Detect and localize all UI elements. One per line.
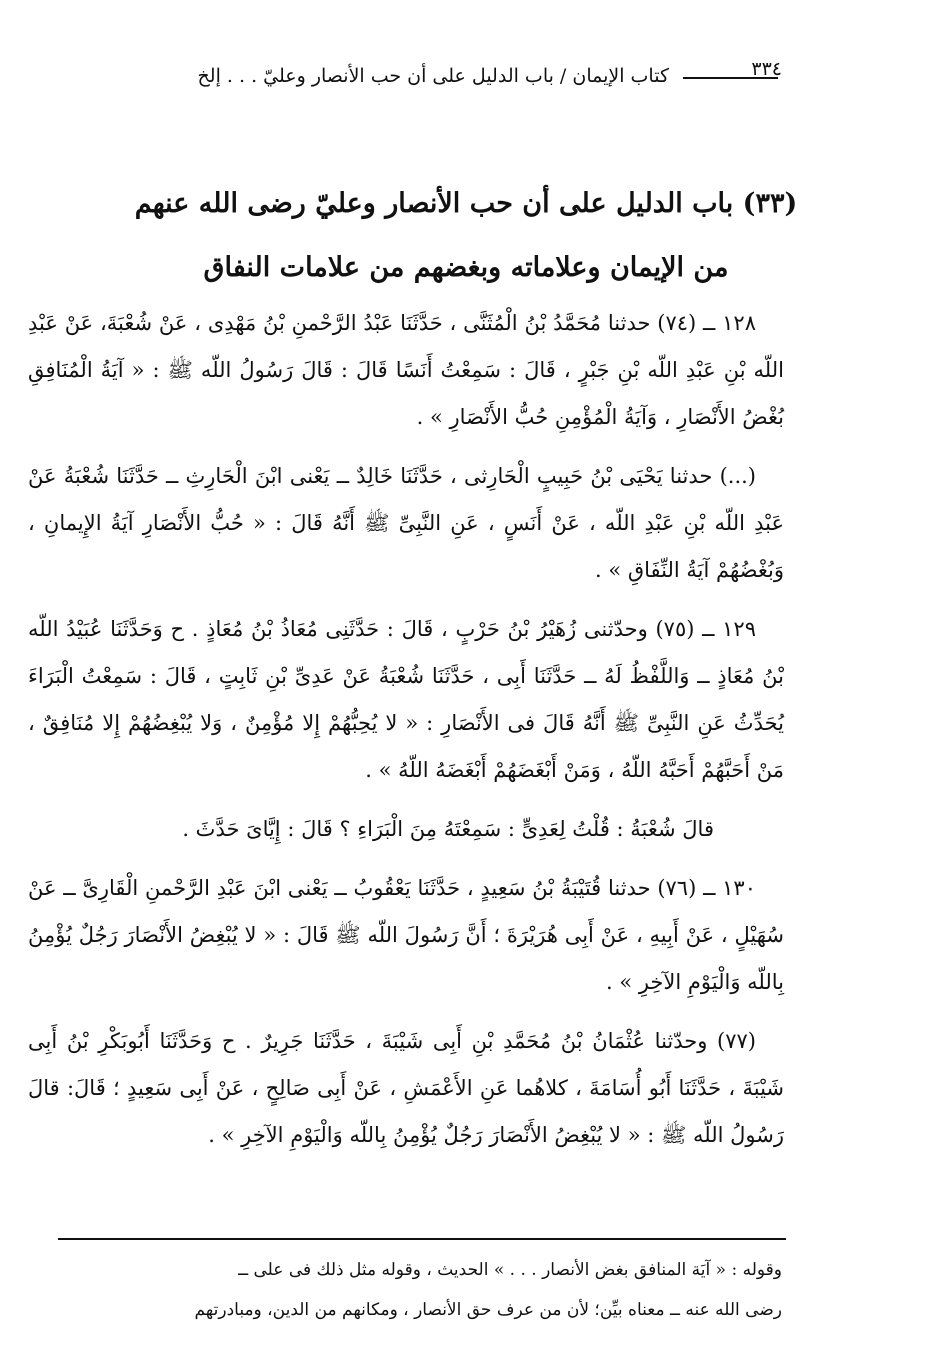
footnote-line-2: رضى الله عنه ــ معناه بيِّن؛ لأن من عرف حق الأنصار ، ومكانهم من الدين، ومبادرتهم	[194, 1300, 782, 1320]
header-rule	[683, 77, 778, 79]
hadith-paragraph-128: ١٢٨ ــ (٧٤) حدثنا مُحَمَّدُ بْنُ الْمُثَنَّى ، حَدَّثَنَا عَبْدُ الرَّحْمنِ بْنُ مَهْدِى ، عَنْ شُعْبَةَ، عَنْ عَبْدِ اللّه بْنِ عَبْدِ اللّه بْنِ جَبْرٍ ، قَالَ : سَمِعْتُ أَنَسًا قَالَ : قَالَ رَسُولُ اللّه ﷺ : « آيَةُ الْمُنَافِقِ بُغْضُ الأَنْصَارِ ، وَآيَةُ الْمُؤْمِنِ حُبُّ الأَنْصَارِ » .	[28, 311, 784, 429]
page-number: ٣٣٤	[751, 58, 782, 80]
hadith-paragraph-shuba: قالَ شُعْبَةُ : قُلْتُ لِعَدِىٍّ : سَمِعْتَهُ مِنَ الْبَرَاءِ ؟ قَالَ : إِيَّاىَ حَدَّثَ .	[182, 817, 714, 841]
running-title: كتاب الإيمان / باب الدليل على أن حب الأنصار وعليّ . . . إلخ	[197, 65, 669, 87]
hadith-paragraph-130: ١٣٠ ــ (٧٦) حدثنا قُتَيْبَةُ بْنُ سَعِيدٍ ، حَدَّثَنَا يَعْقُوبُ ــ يَعْنى ابْنَ عَبْدِ الرَّحْمنِ الْقَارِىَّ ــ عَنْ سُهَيْلٍ ، عَنْ أَبِيهِ ، عَنْ أَبِى هُرَيْرَةَ ؛ أَنَّ رَسُولَ اللّه ﷺ قَالَ : « لا يُبْغِضُ الأَنْصَارَ رَجُلٌ يُؤْمِنُ بِاللّه وَالْيَوْمِ الآخِرِ » .	[28, 876, 784, 994]
running-header	[30, 58, 792, 94]
footnote	[58, 1250, 782, 1330]
hadith-text	[28, 300, 784, 1171]
footnote-line-1: وقوله : « آيَة المنافق بغض الأنصار . . . » الحديث ، وقوله مثل ذلك فى على ــ	[238, 1260, 782, 1280]
chapter-title-line-2: من الإيمان وعلاماته وبغضهم من علامات النفاق	[203, 252, 729, 283]
footnote-rule	[58, 1238, 786, 1240]
hadith-paragraph-129: ١٢٩ ــ (٧٥) وحدّثنى زُهَيْرُ بْنُ حَرْبٍ ، قَالَ : حَدَّثَنِى مُعَاذُ بْنُ مُعَاذٍ . ح وَحَدَّثَنَا عُبَيْدُ اللّه بْنُ مُعَاذٍ ــ وَاللَّفْظُ لَهُ ــ حَدَّثَنَا أَبِى ، حَدَّثَنَا شُعْبَةُ عَنْ عَدِىِّ بْنِ ثَابِتٍ ، قَالَ : سَمِعْتُ الْبَرَاءَ يُحَدِّثُ عَنِ النَّبِىِّ ﷺ أَنَّهُ قَالَ فى الأَنْصَارِ : « لا يُحِبُّهُمْ إِلا مُؤْمِنٌ ، وَلا يُبْغِضُهُمْ إِلا مُنَافِقٌ ، مَنْ أَحَبَّهُمْ أَحَبَّهُ اللّهُ ، وَمَنْ أَبْغَضَهُمْ أَبْغَضَهُ اللّهُ » .	[28, 617, 784, 782]
hadith-paragraph-77: (٧٧) وحدّثنا عُثْمَانُ بْنُ مُحَمَّدِ بْنِ أَبِى شَيْبَةَ ، حَدَّثَنَا جَرِيرٌ . ح وَحَدَّثَنَا أَبُوبَكْرِ بْنُ أَبِى شَيْبَةَ ، حَدَّثَنَا أَبُو أُسَامَةَ ، كلاهُما عَنِ الأَعْمَشِ ، عَنْ أَبِى صَالِحٍ ، عَنْ أَبِى سَعِيدٍ ؛ قَالَ: قالَ رَسُولُ اللّه ﷺ : « لا يُبْغِضُ الأَنْصَارَ رَجُلٌ يُؤْمِنُ بِاللّه وَالْيَوْمِ الآخِرِ » .	[28, 1029, 784, 1147]
chapter-title-line-1: (٣٣) باب الدليل على أن حب الأنصار وعليّ رضى الله عنهم	[134, 188, 798, 219]
hadith-paragraph-128-chain: (...) حدثنا يَحْيَى بْنُ حَبِيبٍ الْحَارِثى ، حَدَّثَنَا خَالِدٌ ــ يَعْنى ابْنَ الْحَارِثِ ــ حَدَّثَنَا شُعْبَةُ عَنْ عَبْدِ اللّه بْنِ عَبْدِ اللّه ، عَنْ أَنَسٍ ، عَنِ النَّبِىِّ ﷺ أَنَّهُ قَالَ : « حُبُّ الأَنْصَارِ آيَةُ الإِيمانِ ، وَبُغْضُهُمْ آيَةُ النِّفَاقِ » .	[28, 464, 784, 582]
chapter-heading	[60, 172, 872, 300]
